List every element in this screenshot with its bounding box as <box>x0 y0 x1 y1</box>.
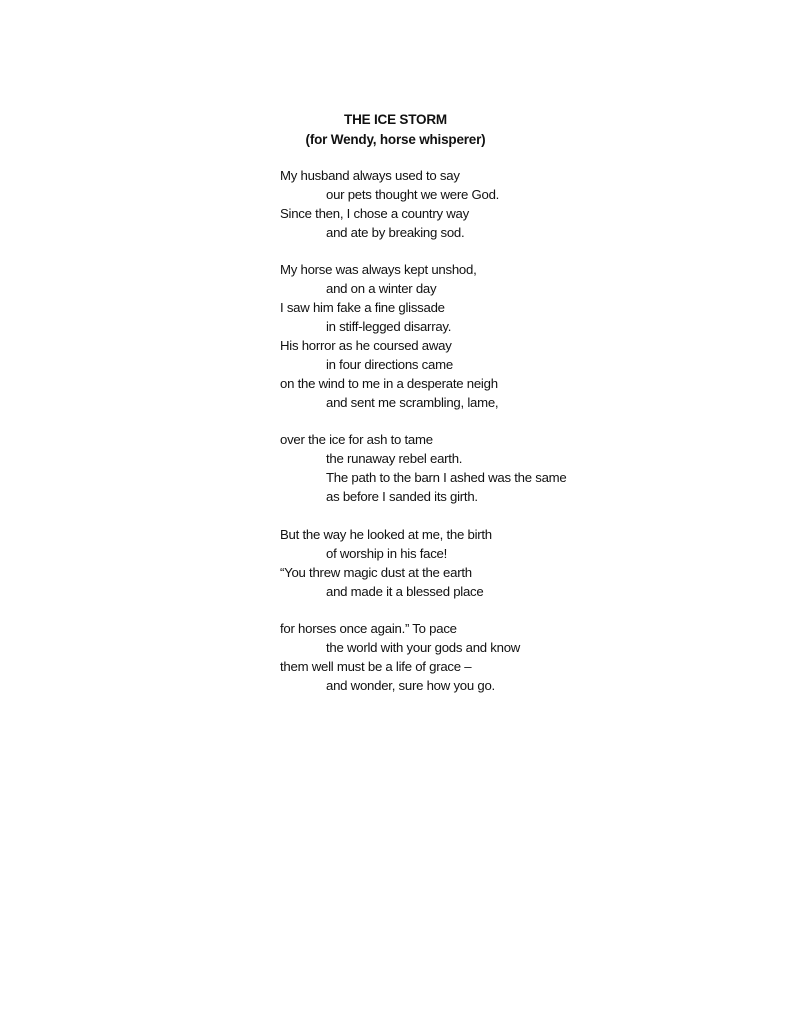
poem-line: the world with your gods and know <box>326 640 521 656</box>
poem-line: and sent me scrambling, lame, <box>326 394 499 410</box>
poem-heading <box>0 110 791 150</box>
stanza-break <box>280 413 760 432</box>
poem-line: The path to the barn I ashed was the same <box>326 470 567 486</box>
poem-line: and wonder, sure how you go. <box>326 678 495 694</box>
poem-line: But the way he looked at me, the birth <box>280 526 492 542</box>
poem-line: in four directions came <box>326 356 453 372</box>
poem-line: “You threw magic dust at the earth <box>280 564 472 580</box>
poem-line: of worship in his face! <box>326 545 448 561</box>
stanza-break <box>280 507 760 526</box>
poem-line: for horses once again.” To pace <box>280 621 457 637</box>
poem-line: My horse was always kept unshod, <box>280 262 477 278</box>
poem-line: Since then, I chose a country way <box>280 205 469 221</box>
poem-line: and on a winter day <box>326 281 437 297</box>
poem-line: on the wind to me in a desperate neigh <box>280 375 498 391</box>
poem-line: over the ice for ash to tame <box>280 432 433 448</box>
poem-line: I saw him fake a fine glissade <box>280 300 445 316</box>
poem-dedication: (for Wendy, horse whisperer) <box>305 132 486 147</box>
poem-line: our pets thought we were God. <box>326 186 500 202</box>
stanza-break <box>280 601 760 620</box>
poem-title: THE ICE STORM <box>344 112 447 127</box>
poem-line: His horror as he coursed away <box>280 338 452 354</box>
poem-line: them well must be a life of grace – <box>280 659 472 675</box>
poem-line: the runaway rebel earth. <box>326 451 463 467</box>
stanza-break <box>280 243 760 262</box>
poem-line: in stiff-legged disarray. <box>326 319 452 335</box>
poem-body <box>280 167 760 696</box>
poem-line: and made it a blessed place <box>326 583 484 599</box>
poem-line: as before I sanded its girth. <box>326 489 478 505</box>
poem-line: and ate by breaking sod. <box>326 224 465 240</box>
poem-line: My husband always used to say <box>280 168 460 183</box>
